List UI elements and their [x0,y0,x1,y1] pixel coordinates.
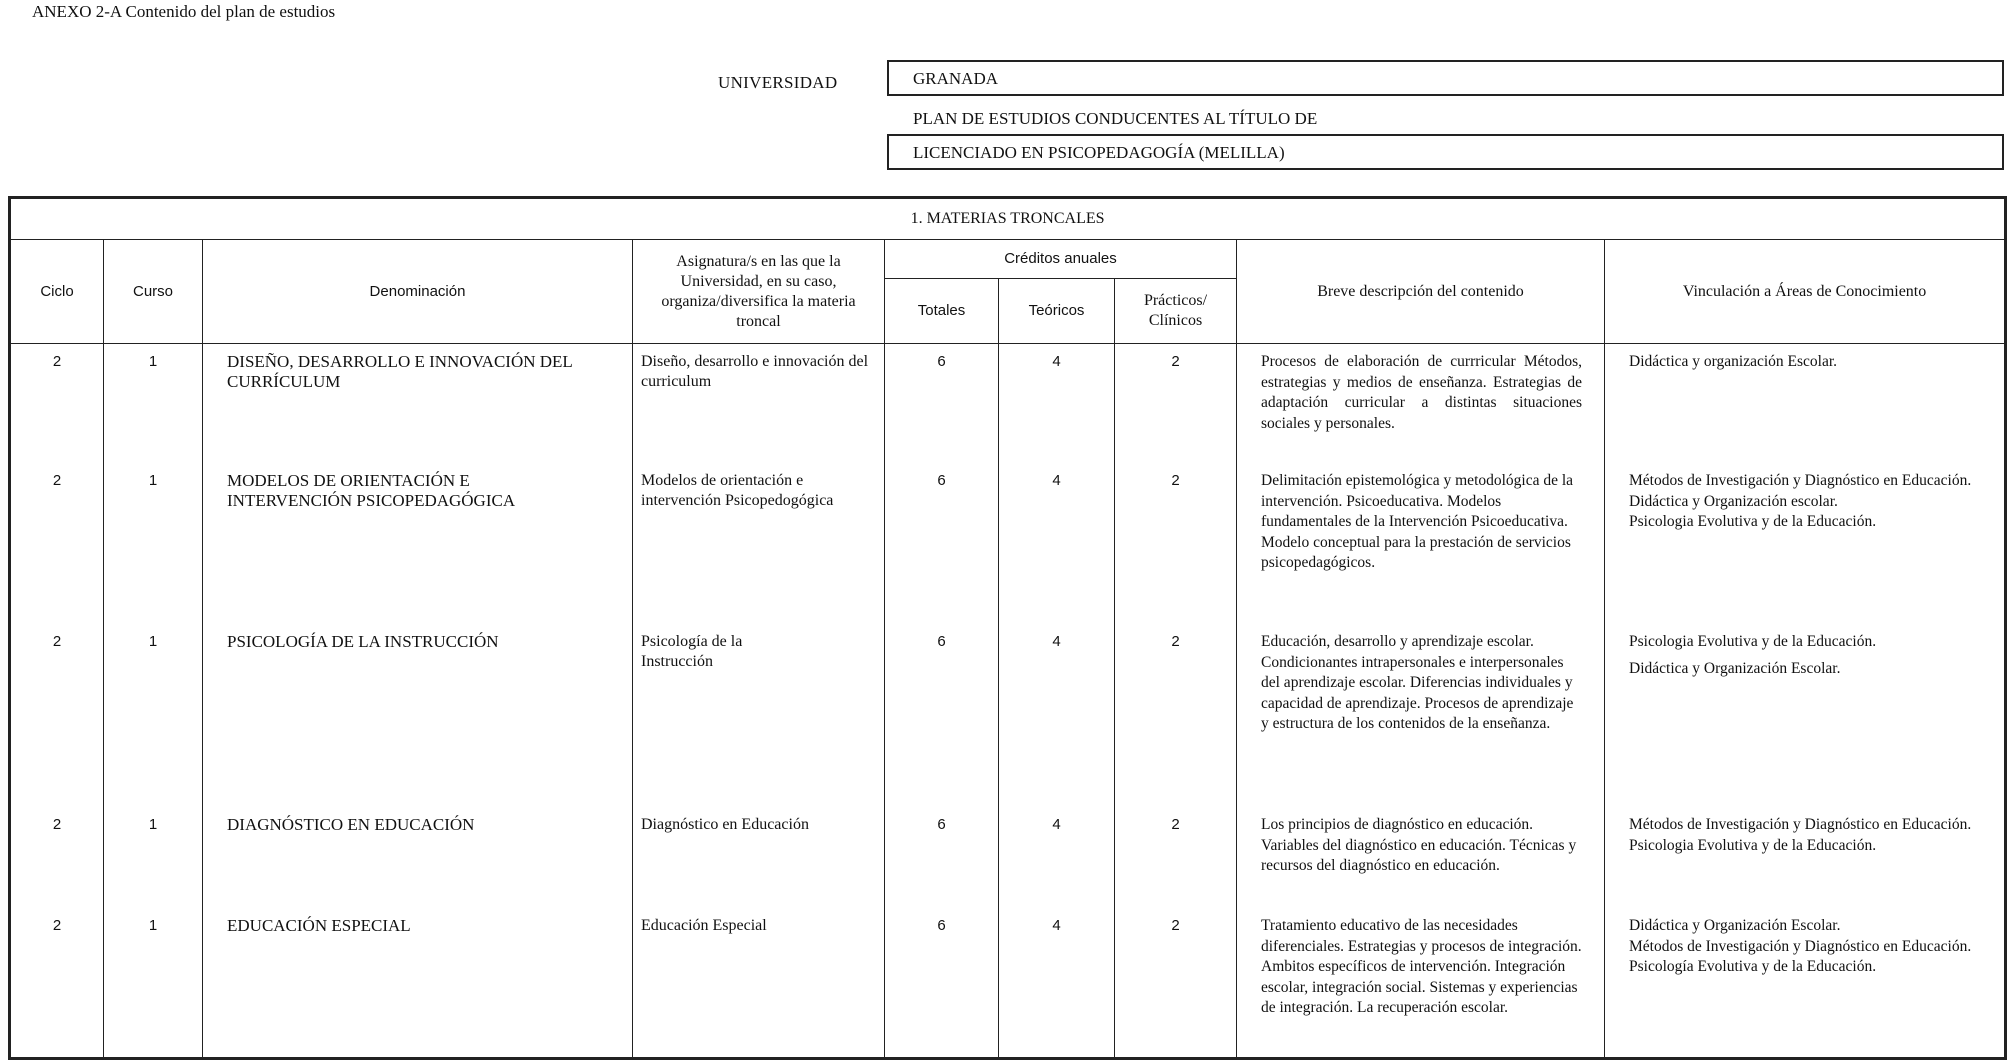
col-practicos: Prácticos/ Clínicos [1115,279,1237,344]
area-item: Psicologia Evolutiva y de la Educación. [1629,633,1877,650]
table-row [10,463,2006,624]
area-item: Psicologia Evolutiva y de la Educación. [1629,513,1877,530]
denominacion-cell: DISEÑO, DESARROLLO E INNOVACIÓN DEL CURRÍCULUM [203,344,633,464]
curriculum-table [8,196,2007,1060]
table-row [10,807,2006,908]
descripcion-cell: Delimitación epistemológica y metodológica de la intervención. Psicoeducativa. Modelos fundamentales de la Intervención Psicoeducativa. Modelo conceptual para la prestación de servicios psicopedagógicos. [1237,463,1605,624]
descripcion-cell: Los principios de diagnóstico en educación. Variables del diagnóstico en educación. Técnicas y recursos del diagnóstico en educación. [1237,807,1605,908]
denominacion-cell: DIAGNÓSTICO EN EDUCACIÓN [203,807,633,908]
areas-cell [1605,624,2006,807]
totales-cell: 6 [885,807,999,908]
asignatura-cell [633,624,885,807]
curso-cell: 1 [104,463,203,624]
asignatura-text: Psicología de la Instrucción [641,633,743,670]
descripcion-cell: Procesos de elaboración de currricular Métodos, estrategias y medios de enseñanza. Estrategias de adaptación curricular a distintas situaciones sociales y personales. [1237,344,1605,464]
col-totales: Totales [885,279,999,344]
teoricos-cell: 4 [999,807,1115,908]
practicos-cell: 2 [1115,908,1237,1059]
col-vinculacion: Vinculación a Áreas de Conocimiento [1605,240,2006,344]
ciclo-cell: 2 [10,463,104,624]
asignatura-cell: Educación Especial [633,908,885,1059]
descripcion-cell: Tratamiento educativo de las necesidades diferenciales. Estrategias y procesos de integración. Ambitos específicos de intervención. Integración escolar, integración social. Sistemas y experiencias de integración. La recuperación escolar. [1237,908,1605,1059]
area-item: Didáctica y Organización Escolar. [1629,917,1841,934]
areas-cell [1605,344,2006,464]
totales-cell: 6 [885,908,999,1059]
plan-label: PLAN DE ESTUDIOS CONDUCENTES AL TÍTULO DE [913,109,1318,128]
denominacion-text: MODELOS DE ORIENTACIÓN E INTERVENCIÓN PSICOPEDAGÓGICA [227,471,516,510]
totales-cell: 6 [885,344,999,464]
ciclo-cell: 2 [10,807,104,908]
area-item: Didáctica y Organización Escolar. [1629,659,1841,677]
degree-title-field [887,134,2004,170]
curso-cell: 1 [104,807,203,908]
curso-cell: 1 [104,624,203,807]
areas-cell [1605,908,2006,1059]
asignatura-cell [633,463,885,624]
university-value: GRANADA [913,69,998,88]
area-item: Métodos de Investigación y Diagnóstico en Educación. [1629,472,1972,489]
ciclo-cell: 2 [10,344,104,464]
area-item: Métodos de Investigación y Diagnóstico en Educación. [1629,937,1972,955]
asignatura-cell: Diagnóstico en Educación [633,807,885,908]
totales-cell: 6 [885,463,999,624]
totales-cell: 6 [885,624,999,807]
practicos-cell: 2 [1115,807,1237,908]
table-row [10,908,2006,1059]
descripcion-cell: Educación, desarrollo y aprendizaje escolar. Condicionantes intrapersonales e interpersonales del aprendizaje escolar. Diferencias individuales y capacidad de aprendizaje. Procesos de aprendizaje y estructura de los contenidos de la enseñanza. [1237,624,1605,807]
area-item: Psicología Evolutiva y de la Educación. [1629,958,1877,975]
teoricos-cell: 4 [999,908,1115,1059]
col-creditos: Créditos anuales [885,240,1237,279]
asignatura-text: Modelos de orientación e intervención Psicopedogógica [641,472,834,509]
annex-title: ANEXO 2-A Contenido del plan de estudios [32,2,336,21]
col-descripcion: Breve descripción del contenido [1237,240,1605,344]
table-row [10,344,2006,464]
areas-cell [1605,807,2006,908]
university-field [887,60,2004,96]
col-denominacion: Denominación [203,240,633,344]
curso-cell: 1 [104,908,203,1059]
col-ciclo: Ciclo [10,240,104,344]
col-asignatura: Asignatura/s en las que la Universidad, en su caso, organiza/diversifica la materia troncal [633,240,885,344]
ciclo-cell: 2 [10,624,104,807]
col-teoricos: Teóricos [999,279,1115,344]
denominacion-cell: PSICOLOGÍA DE LA INSTRUCCIÓN [203,624,633,807]
area-item: Psicologia Evolutiva y de la Educación. [1629,836,1877,854]
practicos-cell: 2 [1115,624,1237,807]
university-label: UNIVERSIDAD [718,73,838,92]
area-item: Didáctica y Organización escolar. [1629,492,1838,510]
denominacion-cell [203,463,633,624]
curso-cell: 1 [104,344,203,464]
area-item: Didáctica y organización Escolar. [1629,353,1838,370]
col-curso: Curso [104,240,203,344]
practicos-cell: 2 [1115,344,1237,464]
areas-cell [1605,463,2006,624]
table-row [10,624,2006,807]
teoricos-cell: 4 [999,624,1115,807]
teoricos-cell: 4 [999,344,1115,464]
degree-title-value: LICENCIADO EN PSICOPEDAGOGÍA (MELILLA) [913,143,1285,162]
ciclo-cell: 2 [10,908,104,1059]
denominacion-cell: EDUCACIÓN ESPECIAL [203,908,633,1059]
section-title: 1. MATERIAS TRONCALES [10,198,2006,240]
teoricos-cell: 4 [999,463,1115,624]
asignatura-cell: Diseño, desarrollo e innovación del curriculum [633,344,885,464]
practicos-cell: 2 [1115,463,1237,624]
area-item: Métodos de Investigación y Diagnóstico en Educación. [1629,816,1972,833]
